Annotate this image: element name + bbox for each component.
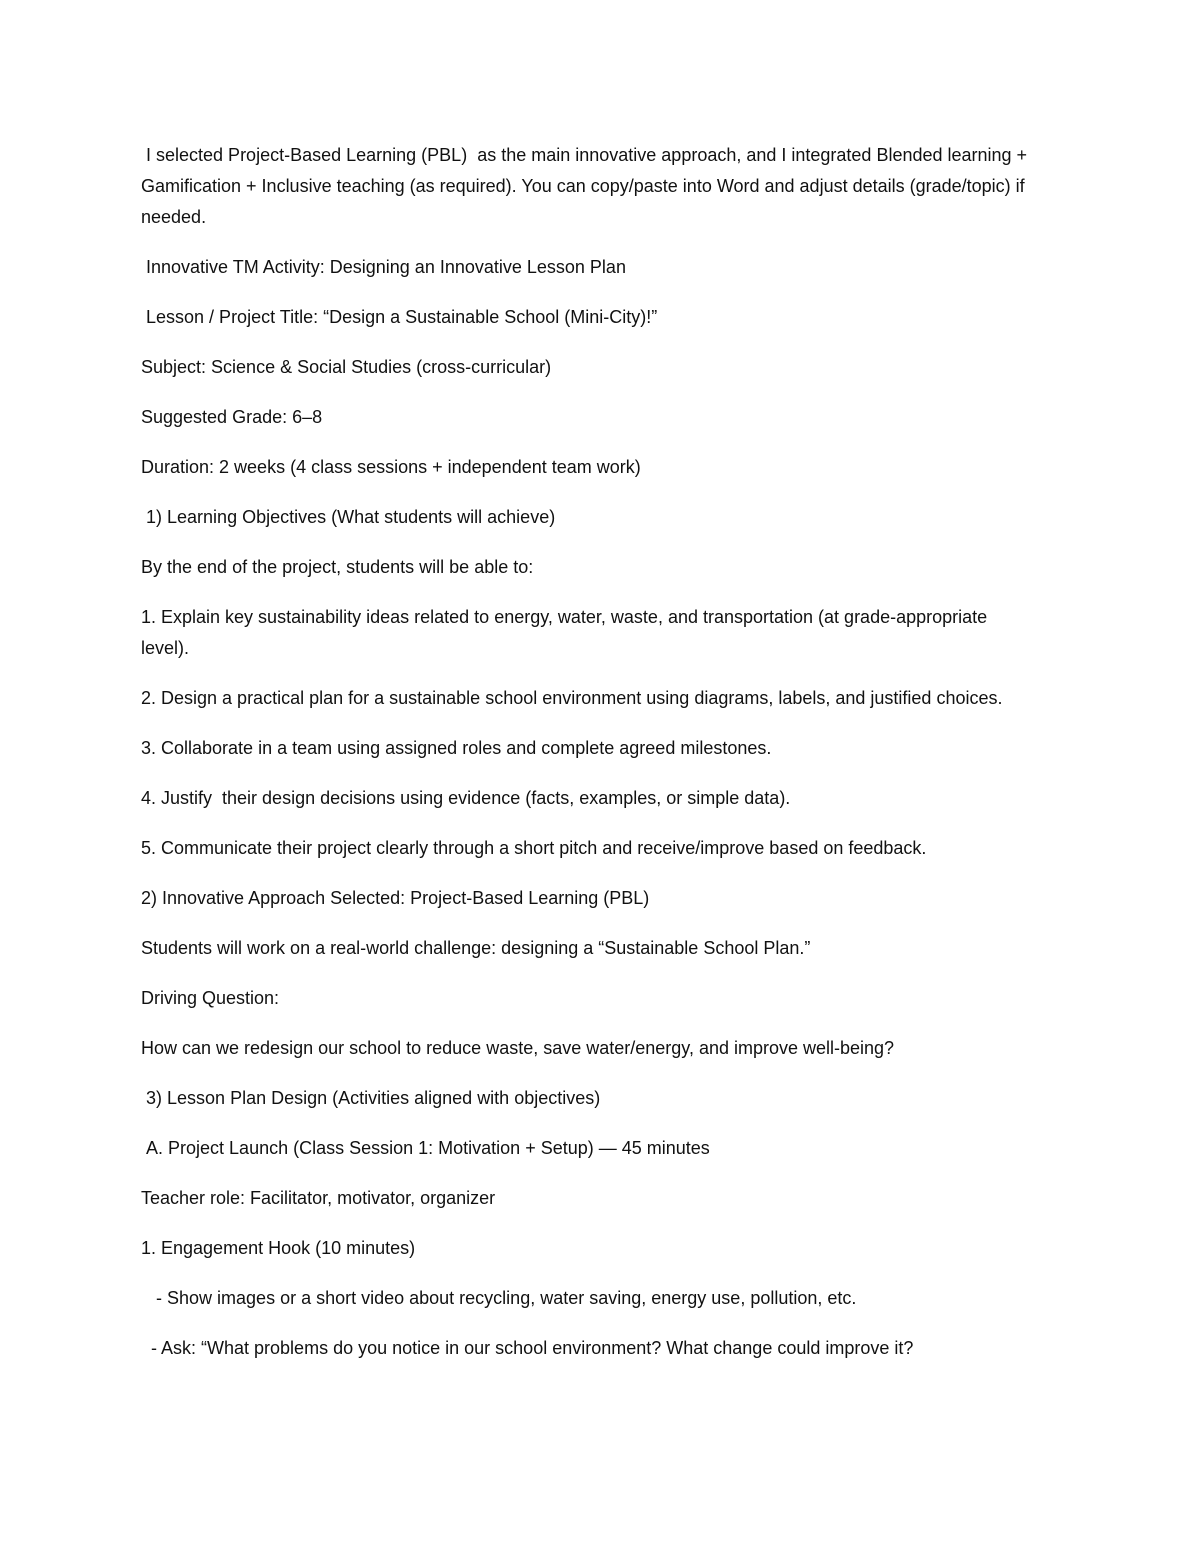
hook-bullet-1: - Show images or a short video about recycling, water saving, energy use, pollution, etc.	[141, 1288, 857, 1308]
intro-paragraph: I selected Project-Based Learning (PBL) as the main innovative approach, and I integrated Blended learning + Gamification + Inclusive teaching (as required). You can copy/paste into Word and adjust details (grade/topic) if needed.	[141, 145, 1033, 227]
activity-heading: Innovative TM Activity: Designing an Innovative Lesson Plan	[141, 257, 626, 277]
project-title: Lesson / Project Title: “Design a Sustainable School (Mini-City)!”	[141, 307, 658, 327]
document-body	[141, 140, 1031, 1383]
grade-line: Suggested Grade: 6–8	[141, 407, 323, 427]
objective-item-1: 1. Explain key sustainability ideas related to energy, water, waste, and transportation (at grade-appropriate level).	[141, 607, 993, 658]
hook-bullet-2: - Ask: “What problems do you notice in our school environment? What change could improve it?	[141, 1338, 914, 1358]
objective-item-2: 2. Design a practical plan for a sustainable school environment using diagrams, labels, and justified choices.	[141, 688, 1003, 708]
objective-item-3: 3. Collaborate in a team using assigned roles and complete agreed milestones.	[141, 738, 772, 758]
approach-description: Students will work on a real-world challenge: designing a “Sustainable School Plan.”	[141, 938, 811, 958]
objective-item-4: 4. Justify their design decisions using evidence (facts, examples, or simple data).	[141, 788, 791, 808]
driving-question-text: How can we redesign our school to reduce waste, save water/energy, and improve well-being?	[141, 1038, 895, 1058]
duration-line: Duration: 2 weeks (4 class sessions + independent team work)	[141, 457, 641, 477]
approach-heading: 2) Innovative Approach Selected: Project-Based Learning (PBL)	[141, 888, 650, 908]
objective-item-5: 5. Communicate their project clearly through a short pitch and receive/improve based on feedback.	[141, 838, 927, 858]
teacher-role-line: Teacher role: Facilitator, motivator, organizer	[141, 1188, 496, 1208]
lesson-plan-heading: 3) Lesson Plan Design (Activities aligned with objectives)	[141, 1088, 601, 1108]
engagement-hook-item: 1. Engagement Hook (10 minutes)	[141, 1238, 416, 1258]
project-launch-heading: A. Project Launch (Class Session 1: Motivation + Setup) — 45 minutes	[141, 1138, 710, 1158]
driving-question-label: Driving Question:	[141, 988, 280, 1008]
objectives-intro: By the end of the project, students will be able to:	[141, 557, 534, 577]
subject-line: Subject: Science & Social Studies (cross-curricular)	[141, 357, 552, 377]
objectives-heading: 1) Learning Objectives (What students will achieve)	[141, 507, 556, 527]
